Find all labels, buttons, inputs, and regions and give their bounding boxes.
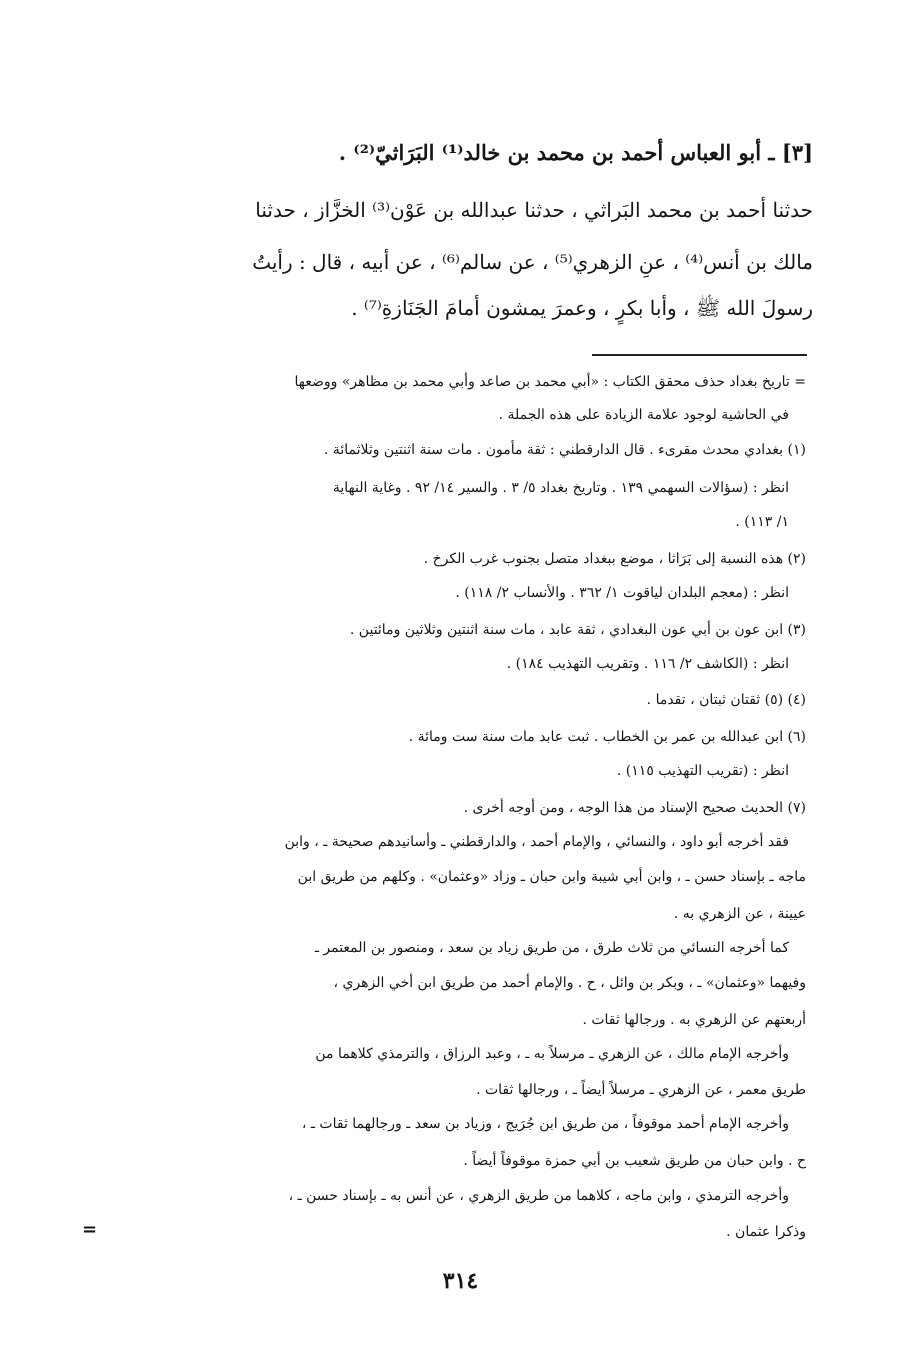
- footnote-separator: [592, 354, 807, 356]
- footnote-line: انظر : (تقريب التهذيب ١١٥) .: [616, 763, 789, 779]
- footnote-line: (١) بغدادي محدث مقرىء . قال الدارقطني : ثقة مأمون . مات سنة اثنتين وثلاثمائة .: [323, 442, 806, 458]
- footnote-line: ح . وابن حبان من طريق شعيب بن أبي حمزة موقوفاً أيضاً .: [463, 1153, 806, 1169]
- footnote-line: انظر : (معجم البلدان لياقوت ١/ ٣٦٢ . والأنساب ٢/ ١١٨) .: [455, 585, 789, 601]
- footnote-line: كما أخرجه النسائي من ثلاث طرق ، من طريق زياد بن سعد ، ومنصور بن المعتمر ـ: [314, 940, 789, 956]
- body-line: حدثنا أحمد بن محمد البَراثي ، حدثنا عبدالله بن عَوْن⁽³⁾ الخزَّاز ، حدثنا: [255, 198, 813, 222]
- footnote-line: عيينة ، عن الزهري به .: [673, 906, 806, 922]
- footnote-line: (٣) ابن عون بن أبي عون البغدادي ، ثقة عابد ، مات سنة اثنتين وثلاثين ومائتين .: [349, 622, 806, 638]
- footnote-line: في الحاشية لوجود علامة الزيادة على هذه الجملة .: [498, 407, 789, 423]
- footnote-line: ١/ ١١٣) .: [735, 514, 789, 530]
- footnote-line: = تاريخ بغداد حذف محقق الكتاب : «أبي محمد بن صاعد وأبي محمد بن مظاهر» ووضعها: [294, 374, 806, 390]
- footnote-line: (٦) ابن عبدالله بن عمر بن الخطاب . ثبت عابد مات سنة ست ومائة .: [408, 729, 806, 745]
- entry-heading: [٣] ـ أبو العباس أحمد بن محمد بن خالد⁽¹⁾ البَرَاثيّ⁽²⁾ .: [338, 140, 813, 165]
- footnote-line: وأخرجه الترمذي ، وابن ماجه ، كلاهما من طريق الزهري ، عن أنس به ـ بإسناد حسن ـ ،: [288, 1188, 789, 1204]
- footnote-line: انظر : (الكاشف ٢/ ١١٦ . وتقريب التهذيب ١٨٤) .: [506, 656, 789, 672]
- footnote-line: وفيهما «وعثمان» ـ ، وبكر بن وائل ، ح . والإمام أحمد من طريق ابن أخي الزهري ،: [333, 975, 806, 991]
- footnote-line: (٤) (٥) ثقتان ثبتان ، تقدما .: [646, 692, 806, 708]
- footnote-line: فقد أخرجه أبو داود ، والنسائي ، والإمام أحمد ، والدارقطني ـ وأسانيدهم صحيحة ـ ، وابن: [284, 834, 789, 850]
- footnote-line: ماجه ـ بإسناد حسن ـ ، وابن أبي شيبة وابن حبان ـ وزاد «وعثمان» . وكلهم من طريق ابن: [297, 869, 806, 885]
- body-line: رسولَ الله ﷺ ، وأبا بكرٍ ، وعمرَ يمشون أمامَ الجَنَازةِ⁽⁷⁾ .: [351, 296, 813, 320]
- footnote-line: (٢) هذه النسبة إلى بَرَاثا ، موضع ببغداد متصل بجنوب غرب الكرخ .: [423, 551, 806, 567]
- footnote-line: وأخرجه الإمام أحمد موقوفاً ، من طريق ابن جُرَيج ، وزياد بن سعد ـ ورجالهما ثقات ـ ،: [301, 1116, 789, 1132]
- footnote-line: طريق معمر ، عن الزهري ـ مرسلاً أيضاً ـ ، ورجالها ثقات .: [476, 1082, 806, 1098]
- footnote-line: (٧) الحديث صحيح الإسناد من هذا الوجه ، ومن أوجه أخرى .: [463, 800, 806, 816]
- continuation-mark: =: [82, 1219, 98, 1240]
- footnote-line: وذكرا عثمان .: [726, 1224, 806, 1240]
- footnote-line: انظر : (سؤالات السهمي ١٣٩ . وتاريخ بغداد ٥/ ٣ . والسير ١٤/ ٩٢ . وغاية النهاية: [332, 480, 789, 496]
- footnote-line: أربعتهم عن الزهري به . ورجالها ثقات .: [582, 1012, 806, 1028]
- body-line: مالك بن أنس⁽⁴⁾ ، عنِ الزهري⁽⁵⁾ ، عن سالم⁽⁶⁾ ، عن أبيه ، قال : رأيتُ: [252, 250, 813, 274]
- page-number: ٣١٤: [442, 1268, 479, 1294]
- footnote-line: وأخرجه الإمام مالك ، عن الزهري ـ مرسلاً به ـ ، وعبد الرزاق ، والترمذي كلاهما من: [315, 1046, 789, 1062]
